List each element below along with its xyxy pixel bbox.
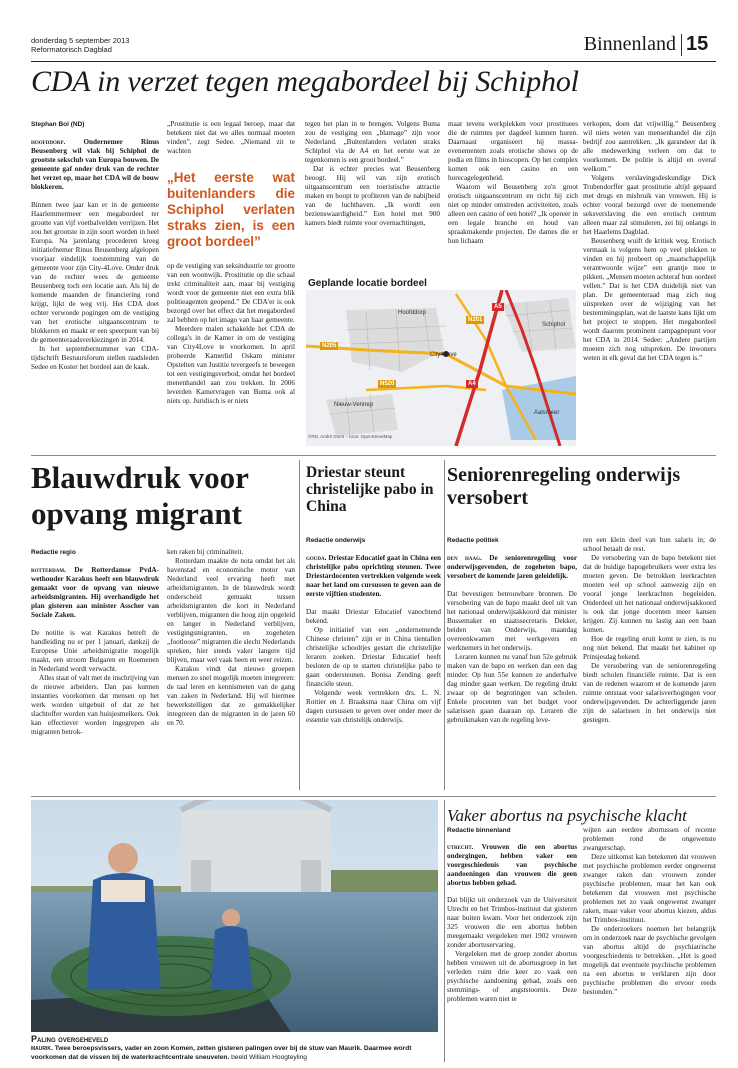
article-cda-paragraph: op de vestiging van seksindustrie ter grootte van een woonwijk. Prostitutie op die schaal trekt criminaliteit aan, maar bij vestiging wordt voor de gemeente niet een extra blik politieagenten geopend.” De CDA'er is ook bezorgd over het effect dat het megabordeel zal hebben op het imago van haar gemeente. [167,262,295,324]
article-blauwdruk-headline: Blauwdruk voor opvang migrant [31,460,249,531]
article-blauwdruk-paragraph: Karakus vindt dat nieuwe groepen mensen zo snel mogelijk moeten integreren: de taal leren en kennismeten van de gang van zaken in Nederland. Hij wil hiermee bewerkstelligen dat ze gemakkelijker integreren dan de migranten in de jaren 60 en 70. [167,665,295,727]
article-senioren-paragraph: Leraren kunnen nu vanaf hun 52e gebruik maken van de bapo en werken dan een dag minder. Op hun 55e kunnen ze anderhalve dag minder gaan werken. De regeling drukt zwaar op de begrotingen van scholen. Enkele procenten van het budget voor salarissen gaan daaraan op. Leraren die gebruikmaken van de regeling leve- [447,653,577,724]
column-divider [299,460,300,790]
article-cda-paragraph: verkopen, doen dat vrijwillig.” Beusenberg wil niets weten van mensenhandel die zijn bedrijf zou aantrekken. „Ik garandeer dat ik alle medewerking verleen om dat te voorkomen. De politie is altijd en overal welkom.” [583,120,716,173]
article-blauwdruk-paragraph: Alles staat of valt met de inschrijving van de nieuwe arbeiders. Dan pas kunnen instanties voorkomen dat mensen op het werk worden uitgebuit of dat ze het slachtoffer worden van huisjesmelkers. Ook kan effectiever worden ingegrepen als migranten betrok- [31,674,159,736]
photo-caption [31,1034,438,1066]
map-svg [306,290,576,446]
article-senioren-lead: De seniorenregeling voor onderwijsgevenden, de zogeheten bapo, versobert de komende jaren geleidelijk. [447,554,577,580]
article-cda-pullquote: „Het eerste wat buitenlanders die Schiphol verlaten straks zien, is een groot bordeel” [167,170,295,249]
road-badge-n520: N520 [380,381,395,387]
page-number: 15 [686,33,709,55]
article-abortus-paragraph: Dat blijkt uit onderzoek van de Universiteit Utrecht en het Trimbos-instituut dat gisteren naar buiten kwam. Voor het onderzoek zijn 325 vrouwen die een abortus hebben meegemaakt vergeleken met 1902 vrouwen zonder abortuservaring. [447,896,577,949]
article-senioren-paragraph: De versobering van de bapo betekent niet dat de huidige bapogebruikers weer extra les moeten geven. De betrokken leerkrachten moeten wel op school aanwezig zijn en vooral jonge leerkrachten begeleiden. Onderdeel uit het nationaal onderwijsakkoord is ook dat jonge docenten meer kansen krijgen. Zij kunnen nu lastig aan een baan komen. [583,554,716,634]
article-cda-lead: Ondernemer Rinus Beusenberg wil vlak bij Schiphol de grootste seksclub van Europa bouwen. De gemeente gaf onder druk van de rechter het verzet op, maar het CDA wil de bouw blokkeren. [31,138,159,191]
photo-riverbank [331,870,438,892]
article-abortus-dateline: utrecht. [447,843,474,851]
article-senioren-col-1 [447,536,577,791]
article-blauwdruk-col-1 [31,548,159,793]
article-abortus-paragraph: Vergeleken met de groep zonder abortus hebben vrouwen uit de abortusgroep in het verleden ruim drie keer zo vaak een psychische aandoening gehad, zoals een stemmings- of angststoornis. Deze problemen waren niet te [447,950,577,1003]
column-divider [444,800,445,1062]
photo-caption-place: maurik. [31,1045,53,1052]
column-divider [444,460,445,790]
article-cda-paragraph: maar tevens werkplekken voor prostituees die de ruimtes per dagdeel kunnen huren. Daarnaast organiseert hij massa-evenementen zoals erotische shows op de podia en films in bioscopen. Op het complex komen ook een casino en een horecagelegenheid. [448,120,578,182]
map-label-hoofddorp: Hoofddorp [398,310,427,316]
header-date-block [31,36,231,56]
map-label-nieuw-vennep: Nieuw-Vennep [334,402,374,408]
article-abortus-col-1 [447,826,577,1064]
article-cda-byline: Stephan Bol (ND) [31,121,85,128]
section-rule [31,455,716,456]
road-badge-a4: A4 [468,381,476,387]
article-driestar-paragraph: Volgende week vertrekken drs. L. N. Rottier en J. Braaksma naar China om vijf dagen cursussen te geven over onder meer de essentie van christelijk onderwijs. [306,689,441,724]
map-label-aalsmeer: Aalsmeer [534,410,560,416]
map-urban-area [326,394,398,436]
article-cda-dateline: hoofddorp. [31,138,66,146]
article-senioren-dateline: den haag. [447,554,482,562]
photo-caption-credit: beeld William Hoogteyling [231,1053,307,1061]
article-senioren-paragraph: Dat bevestigen betrouwbare bronnen. De versobering van de bapo maakt deel uit van het nationaal onderwijsakkoord dat minister Bussemaker en staatssecretaris Dekker, beiden van Onderwijs, maandag overeenkwamen met werkgevers en werknemers in het onderwijs. [447,590,577,652]
article-blauwdruk-col-2 [167,548,295,793]
article-driestar-col [306,536,441,791]
map-title: Geplande locatie bordeel [308,278,427,289]
article-abortus-byline: Redactie binnenland [447,827,511,834]
article-cda-col-1 [31,120,159,445]
article-cda-headline: CDA in verzet tegen megabordeel bij Schiphol [31,65,579,98]
article-abortus-lead: Vrouwen die een abortus ondergingen, hebben vaker een voorgeschiedenis van psychische aandoeningen dan vrouwen die geen abortus hebben gehad. [447,843,577,887]
article-cda-paragraph: In het septembernummer van CDA-tijdschrift Bestuursforum stellen raadsleden Sedee en Koster het bordeel aan de kaak. [31,345,159,371]
road-badge-n201: N201 [468,317,483,323]
article-blauwdruk-paragraph: Rotterdam maakte de nota omdat het als havenstad en economische motor van Nederland veel ervaring heeft met arbeidsmigranten. In de blauwdruk wordt onderscheid gemaakt tussen arbeidsmigranten die kort in Nederland verblijven, migranten die hoog zijn opgeleid en langer in Nederland verblijven, vestigingsmigranten, en zogeheten „footloose” migranten die slecht Nederlands spreken, hier steeds vaker langere tijd blijven, maar wel vaak heen en weer reizen. [167,557,295,664]
article-abortus-paragraph: De onderzoekers noemen het belangrijk om in onderzoek naar de psychische gevolgen van abortus altijd de psychiatrische voorgeschiedenis te betrekken. „Het is goed mogelijk dat eventuele psychische problemen na een abortus te verklaren zijn door psychische problemen die ervoor reeds bestonden.” [583,925,716,996]
photo-net [51,936,291,1016]
article-abortus-paragraph: Deze uitkomst kan betekenen dat vrouwen met psychische problemen eerder ongewenst zwanger raken dan vrouwen zonder psychische problemen, maar het kan ook betekenen dat vrouwen met psychische problemen net zo vaak ongewenst zwanger raken, maar vaker voor abortus kiezen, aldus het Trimbos-instituut. [583,853,716,924]
article-blauwdruk-paragraph: ken raken bij criminaliteit. [167,548,244,556]
article-senioren-paragraph: De versobering van de seniorenregeling biedt scholen financiële ruimte. Dat is een van de redenen waarom er de komende jaren ruimte ontstaat voor salarisverhogingen voor onderwijsgevenden. De achterliggende jaren zijn de salarissen in het onderwijs niet gestegen. [583,662,716,724]
article-driestar-headline: Driestar steunt christelijke pabo in China [306,464,434,515]
article-driestar-paragraph: Op initiatief van een „ondernemende Chinese christen” zijn er in China tientallen christelijke schooltjes gestart die christelijke leraren zoeken. Driestar Educatief heeft besloten de op te starten christelijke pabo te gaan ondersteunen. Bonisa Zending geeft financiële steun. [306,626,441,688]
article-senioren-col-2 [583,536,716,791]
article-cda-paragraph: Waarom wil Beusenberg zo'n groot erotisch uitgaanscentrum en richt hij zich niet op minder omstreden activiteiten, zoals alleen een casino of een hotel? „Ik opereer in een legale branche en houd van spraakmakende projecten. De dames die er hun lichaam [448,183,578,245]
photo-caption-title: Paling overgeheveld [31,1034,109,1044]
article-cda-paragraph: tegen het plan in te brengen. Volgens Buma zou de vestiging een „blamage” zijn voor Nederland. „Buitenlanders verlaten straks Schiphol via de A4 en het eerste wat ze tegenkomen is een groot bordeel.” [305,120,440,164]
photo-caption-text: Twee beroepsvissers, vader en zoon Komen, zetten gisteren palingen over bij de stuw van Maurik. Daarmee wordt voorkomen dat de vissen bij de waterkrachtcentrale sneuvelen. [31,1045,412,1061]
article-cda-paragraph: Beusenberg wuift de kritiek weg. Erotisch vermaak is volgens hem op veel plekken te vinden en hij probeert op „maatschappelijk verantwoorde wijze” een grantje mee te pikken. „Mensen moeten achteraf hun oordeel vellen.” Dat is het CDA duidelijk niet van plan. De gemeenteraad mag zich nog uitspreken over de wijziging van het bestemmingsplan, wat de laatste kans lijkt om het project te stoppen. Het megabordeel wordt daarom prominent campagnepunt voor het CDA in 2014. Sedee: „Andere partijen moeten zich nog uitspreken. De inwoners weten in elk geval dat het CDA tegen is.” [583,237,716,362]
article-blauwdruk-dateline: rotterdam. [31,566,66,574]
article-driestar-byline: Redactie onderwijs [306,537,366,544]
map-label-city4love: City4Love [430,352,457,358]
article-cda-paragraph: Volgens verslavingsdeskundige Dick Trubendorffer gaat prostitutie altijd gepaard met drugs en misbruik van vrouwen. Hij is echter vooral bezorgd over de toenemende seksverslaving die een erotisch centrum alleen maar zal stimuleren, zei hij onlangs in het Haarlems Dagblad. [583,174,716,236]
newspaper-name: Reformatorisch Dagblad [31,45,112,54]
article-driestar-dateline: gouda. [306,554,327,562]
article-senioren-paragraph: Hoe de regeling eruit komt te zien, is nu nog niet bekend. Dat maakt het kabinet op Prinsjesdag bekend. [583,635,716,661]
header-rule [31,61,716,62]
photo-eel-fishers [31,800,438,1032]
photo-caption-body [31,1045,438,1062]
article-cda-col-3 [305,120,440,272]
article-abortus-col-2 [583,826,716,1064]
issue-date: donderdag 5 september 2013 [31,36,130,45]
article-blauwdruk-byline: Redactie regio [31,549,76,556]
map-label-schiphol: Schiphol [542,322,566,328]
photo-illustration [31,800,438,1032]
article-cda-col-2 [167,120,295,445]
map-credit: ©RD, André Dorst – bron: OpenStreetMap [308,434,393,439]
article-blauwdruk-lead: De Rotterdamse PvdA-wethouder Karakus heeft een blauwdruk gemaakt voor de opvang van nieuwe arbeidsmigranten. Hij overhandigde het plan gisteren aan minister Asscher van Sociale Zaken. [31,566,159,619]
road-badge-a5: A5 [494,304,502,310]
header-divider [681,34,682,56]
map-graphic [306,276,576,446]
article-cda-col-5 [583,120,716,445]
section-rule [31,796,716,797]
article-cda-col-4 [448,120,578,272]
article-senioren-paragraph: ren een klein deel van hun salaris in; de school betaalt de rest. [583,536,716,553]
article-cda-paragraph: Dat is echter precies wat Beusenberg beoogt. Hij wil van zijn erotisch uitgaanscentrum een toeristische attractie maken en hoopt te profiteren van de nabijheid van de luchthaven. „Ik wordt een bezienswaardigheid.” Een hotel met 900 kamers biedt ruimte voor overnachtingen, [305,165,440,227]
article-abortus-headline: Vaker abortus na psychische klacht [447,806,687,825]
road-badge-n205: N205 [322,343,337,349]
article-senioren-headline: Seniorenregeling onderwijs versobert [447,464,681,509]
article-cda-paragraph: Meerdere malen schakelde het CDA de collega's in de Kamer in om de vestiging van City4Love te voorkomen. In april probeerde Kamerlid Oskam minister Opstelten van Justitie tevergeefs te bewegen tot een vestigingsverbod, omdat het bordeel menenhandel aan zou trekken. In 2006 leverden Kamervragen van Buma ook al niets op. Juridisch is er niets [167,325,295,405]
article-driestar-lead: Driestar Educatief gaat in China een christelijke pabo oprichting steunen. Twee Driestardocenten vertrekken volgende week naar het land om cursussen te geven aan de eerste vijftien studenten. [306,554,441,598]
section-name: Binnenland [583,33,676,55]
article-senioren-byline: Redactie politiek [447,537,499,544]
article-cda-paragraph: Binnen twee jaar kan er in de gemeente Haarlemmermeer een megabordeel ter grootte van vijf voetbalvelden verrijzen. Het zou het grootste in zijn soort worden in heel Europa. Na jarenlang procederen kreeg initiatiefnemer Rinus Beusenberg afgelopen voorjaar eindelijk toestemming van de gemeente voor zijn City-4Love. Onder druk van de rechter wees de gemeente Beusenberg toch een locatie aan. Als hij de komende maanden de financiering rond krijgt, lijkt de weg vrij. Het CDA doet echter verwoede pogingen om de vestiging van het erotische uitgaanscentrum te blokkeren en maakt er een speerpunt van bij de gemeenteraadsverkiezingen in 2014. [31,201,159,344]
article-driestar-paragraph: Dat maakt Driestar Educatief vanochtend bekend. [306,608,441,625]
article-abortus-paragraph: wijten aan eerdere abortussen of recente problemen rond de ongewenste zwangerschap. [583,826,716,852]
article-blauwdruk-paragraph: De notitie is wat Karakus betreft de handleiding nu er per 1 januari, dankzij de Europese Unie arbeidsmigratie mogelijk maakt, een stroom Bulgaren en Roemenen in Nederland wordt verwacht. [31,629,159,673]
article-cda-paragraph: „Prostitutie is een legaal beroep, maar dat betekent niet dat we alles normaal moeten vinden”, zegt Sedee. „Niemand zit te wachten [167,120,295,155]
